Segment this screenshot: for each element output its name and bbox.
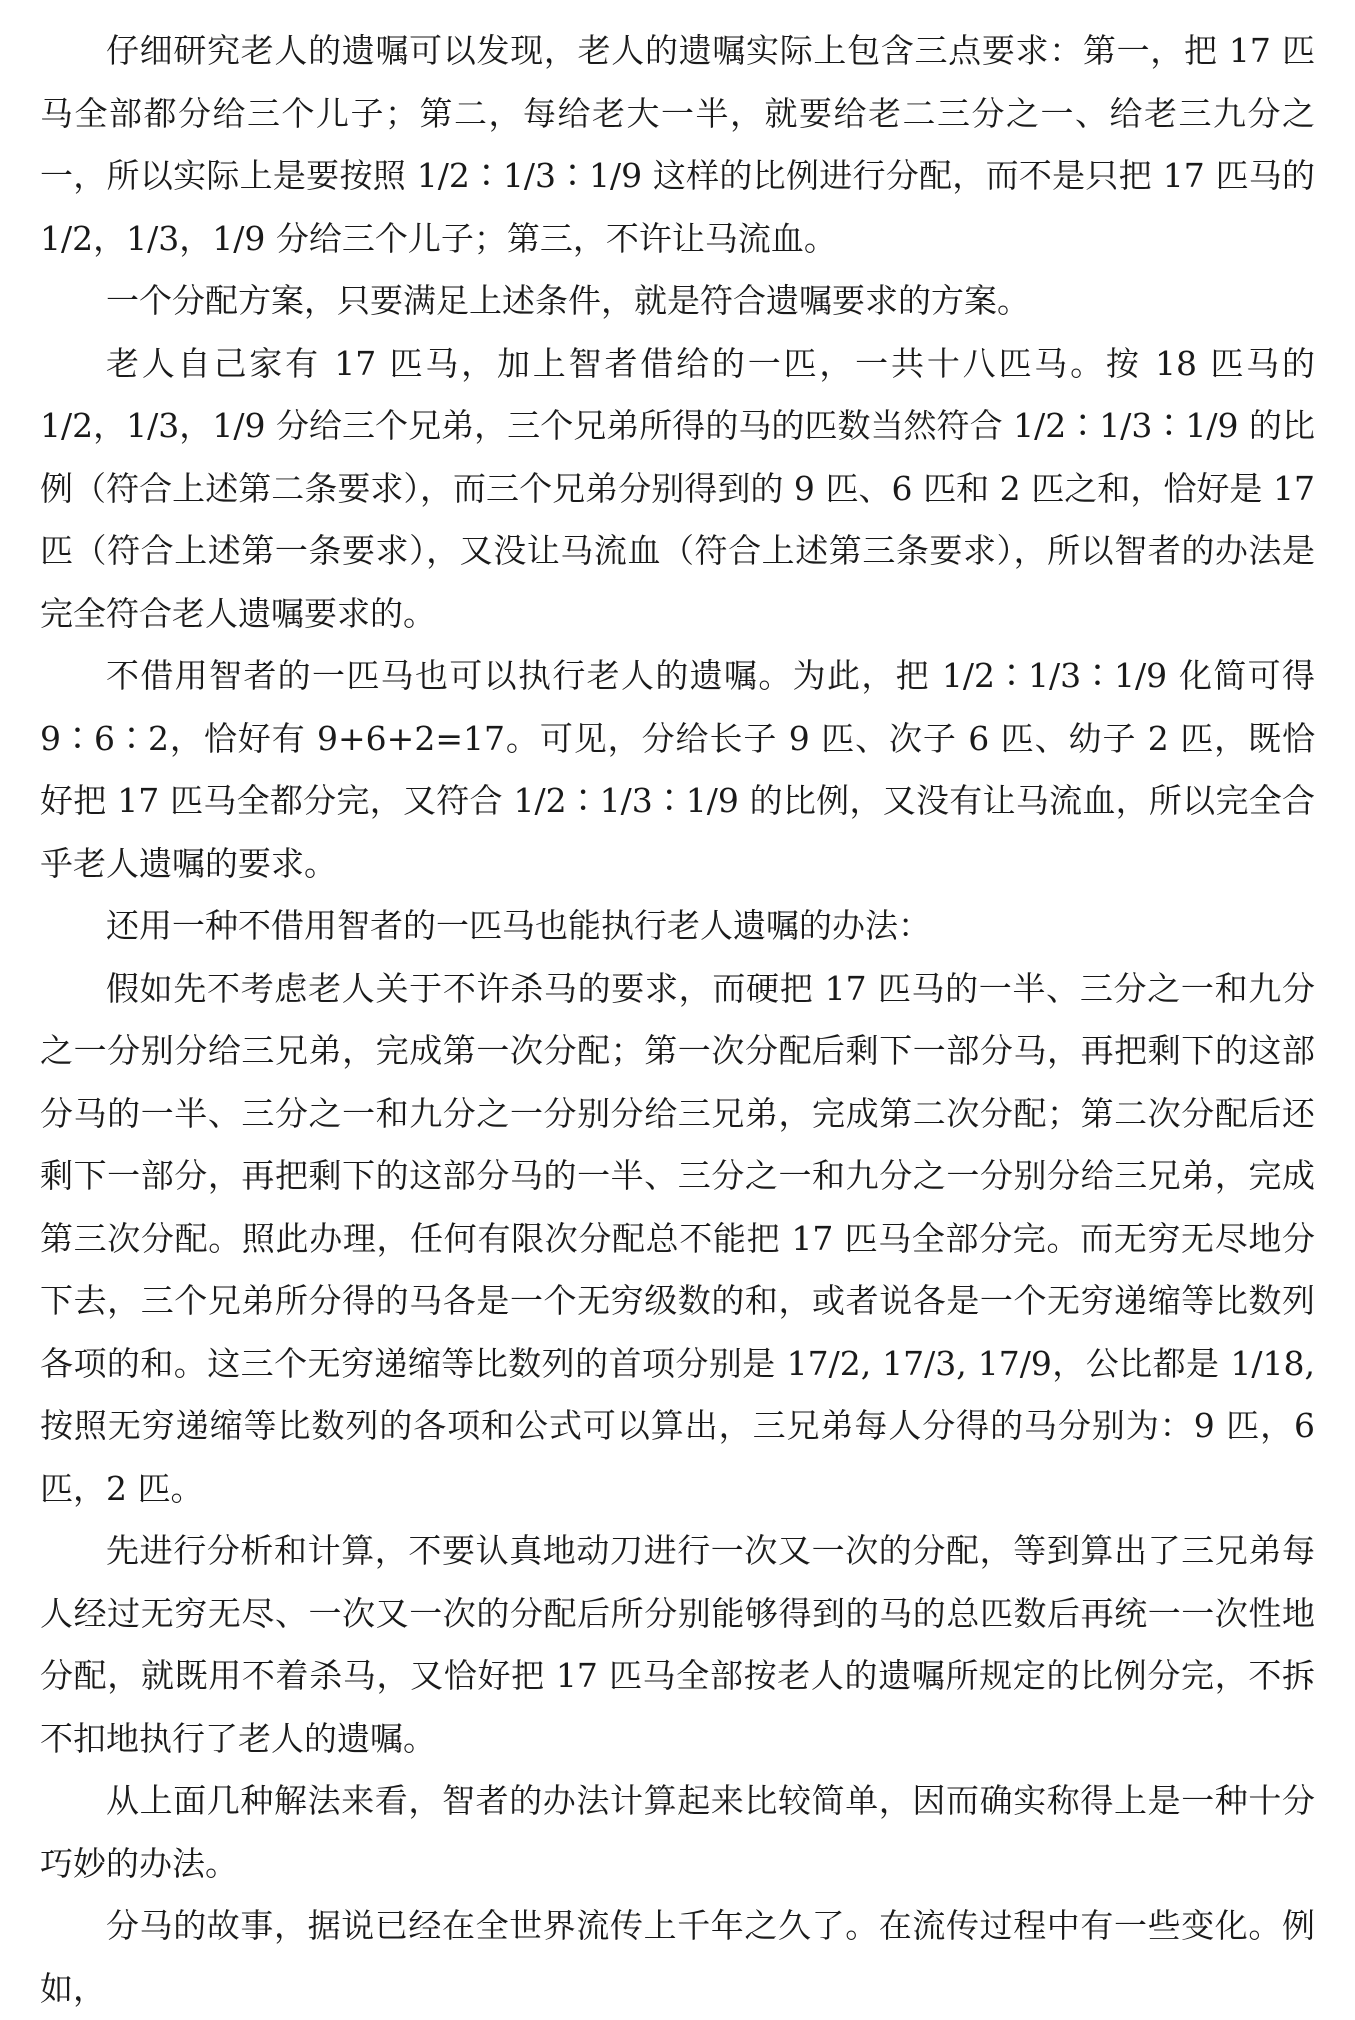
paragraph-story-history: 分马的故事，据说已经在全世界流传上千年之久了。在流传过程中有一些变化。例如， (40, 1906, 1315, 2008)
paragraph-ratio-simplification: 不借用智者的一匹马也可以执行老人的遗嘱。为此，把 1/2∶1/3∶1/9 化简可得 9∶6∶2，恰好有 9+6+2=17。可见，分给长子 9 匹、次子 6 匹、幼子 2 匹，既恰好把 17 匹马全都分完，又符合 1/2∶1/3∶1/9 的比例，又没有让马流血，所以完全合乎老人遗嘱的要求。 (40, 656, 1315, 883)
body-text (40, 20, 1315, 2008)
paragraph-another-method-intro: 还用一种不借用智者的一匹马也能执行老人遗嘱的办法： (106, 906, 931, 945)
paragraph-will-analysis: 仔细研究老人的遗嘱可以发现，老人的遗嘱实际上包含三点要求：第一，把 17 匹马全部都分给三个儿子；第二，每给老大一半，就要给老二三分之一、给老三九分之一，所以实际上是要按照 1/2∶1/3∶1/9 这样的比例进行分配，而不是只把 17 匹马的 1/2，1/3，1/9 分给三个儿子；第三，不许让马流血。 (40, 31, 1315, 258)
paragraph-scheme-condition: 一个分配方案，只要满足上述条件，就是符合遗嘱要求的方案。 (106, 281, 1030, 320)
paragraph-wise-man-method: 老人自己家有 17 匹马，加上智者借给的一匹，一共十八匹马。按 18 匹马的 1/2，1/3，1/9 分给三个兄弟，三个兄弟所得的马的匹数当然符合 1/2∶1/3∶1/9 的比例（符合上述第二条要求），而三个兄弟分别得到的 9 匹、6 匹和 2 匹之和，恰好是 17 匹（符合上述第一条要求），又没让马流血（符合上述第三条要求），所以智者的办法是完全符合老人遗嘱要求的。 (40, 343, 1315, 633)
paragraph-analysis-first: 先进行分析和计算，不要认真地动刀进行一次又一次的分配，等到算出了三兄弟每人经过无穷无尽、一次又一次的分配后所分别能够得到的马的总匹数后再统一一次性地分配，就既用不着杀马，又恰好把 17 匹马全部按老人的遗嘱所规定的比例分完，不拆不扣地执行了老人的遗嘱。 (40, 1531, 1315, 1758)
paragraph-conclusion: 从上面几种解法来看，智者的办法计算起来比较简单，因而确实称得上是一种十分巧妙的办法。 (40, 1781, 1315, 1883)
paragraph-infinite-series: 假如先不考虑老人关于不许杀马的要求，而硬把 17 匹马的一半、三分之一和九分之一分别分给三兄弟，完成第一次分配；第一次分配后剩下一部分马，再把剩下的这部分马的一半、三分之一和九分之一分别分给三兄弟，完成第二次分配；第二次分配后还剩下一部分，再把剩下的这部分马的一半、三分之一和九分之一分别分给三兄弟，完成第三次分配。照此办理，任何有限次分配总不能把 17 匹马全部分完。而无穷无尽地分下去，三个兄弟所分得的马各是一个无穷级数的和，或者说各是一个无穷递缩等比数列各项的和。这三个无穷递缩等比数列的首项分别是 17/2, 17/3, 17/9，公比都是 1/18, 按照无穷递缩等比数列的各项和公式可以算出，三兄弟每人分得的马分别为：9 匹，6 匹，2 匹。 (40, 968, 1315, 1508)
